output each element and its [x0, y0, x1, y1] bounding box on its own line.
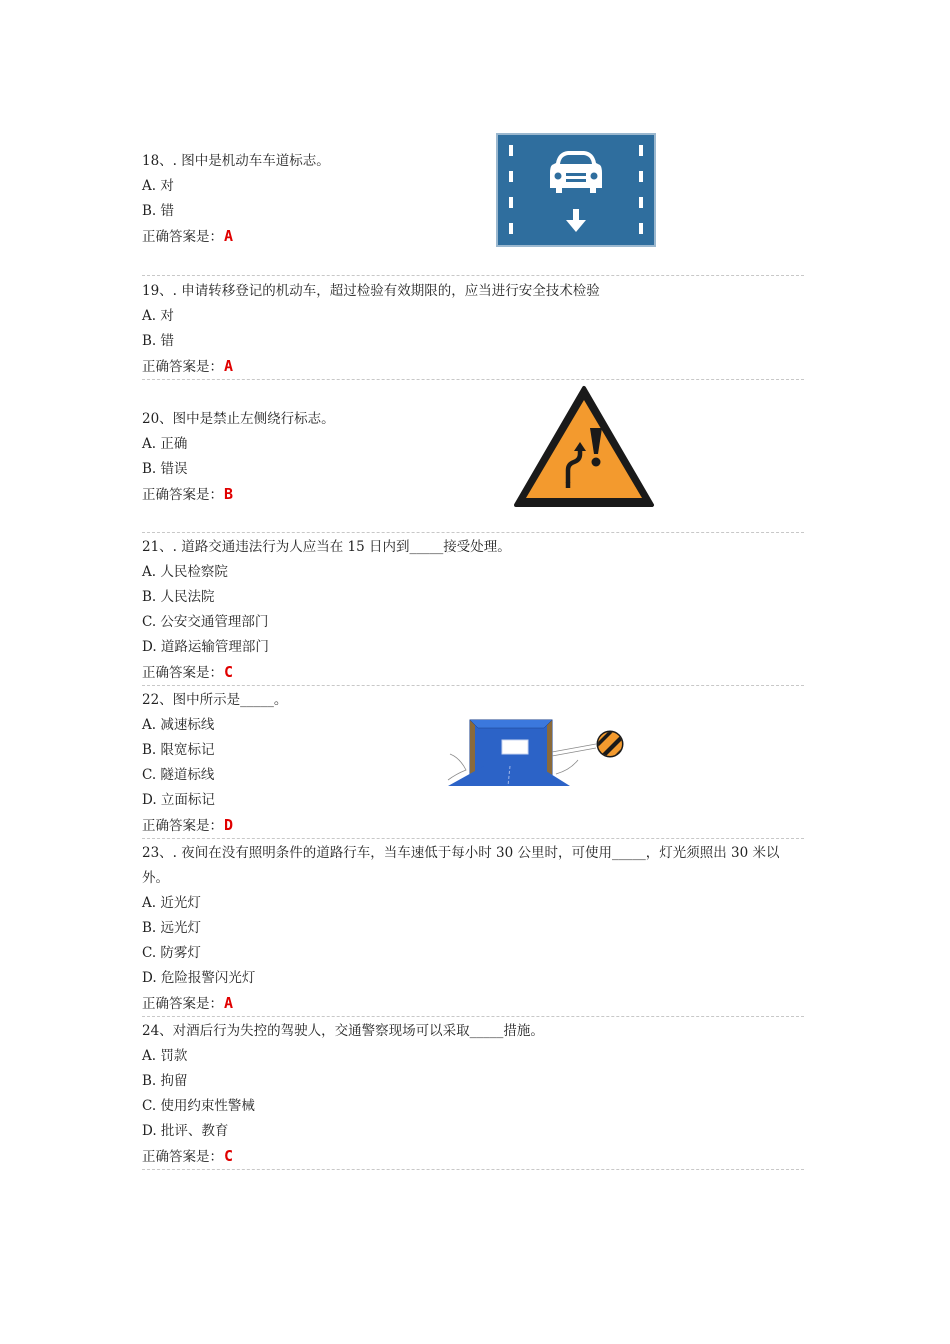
question-18: [142, 152, 804, 252]
question-text: 19、. 申请转移登记的机动车，超过检验有效期限的，应当进行安全技术检验: [142, 283, 600, 299]
answer-line: [142, 1147, 233, 1166]
answer-label: 正确答案是：: [142, 665, 223, 681]
question-19: [142, 282, 804, 382]
option-a: A. 对: [142, 178, 174, 194]
question-text: 18、. 图中是机动车车道标志。: [142, 153, 330, 169]
option-a: A. 罚款: [142, 1048, 188, 1064]
question-21: [142, 538, 804, 688]
question-text: 20、图中是禁止左侧绕行标志。: [142, 411, 335, 427]
answer-line: [142, 485, 233, 504]
answer-value: A: [224, 357, 234, 375]
warning-sign-triangle: [512, 384, 656, 510]
answer-value: A: [224, 227, 234, 245]
option-a: A. 人民检察院: [142, 564, 228, 580]
option-a: A. 减速标线: [142, 717, 215, 733]
question-text: 22、图中所示是_____。: [142, 692, 288, 708]
answer-label: 正确答案是：: [142, 818, 223, 834]
question-24: [142, 1022, 804, 1172]
question-text: 23、. 夜间在没有照明条件的道路行车，当车速低于每小时 30 公里时，可使用_____，灯光须照出 30 米以: [142, 845, 780, 861]
option-d: D. 危险报警闪光灯: [142, 970, 256, 986]
question-20: [142, 410, 804, 510]
answer-label: 正确答案是：: [142, 996, 223, 1012]
option-b: B. 拘留: [142, 1073, 188, 1089]
option-c: C. 使用约束性警械: [142, 1098, 255, 1114]
separator: [142, 838, 804, 839]
answer-label: 正确答案是：: [142, 229, 223, 245]
motor-vehicle-lane-sign: [496, 133, 656, 247]
separator: [142, 532, 804, 533]
option-a: A. 近光灯: [142, 895, 201, 911]
answer-line: [142, 663, 233, 682]
question-text-continued: 外。: [142, 870, 169, 886]
tunnel-facade-marking: [446, 714, 628, 788]
answer-line: [142, 816, 233, 835]
option-c: C. 隧道标线: [142, 767, 215, 783]
question-23: [142, 844, 804, 1019]
answer-label: 正确答案是：: [142, 487, 223, 503]
separator: [142, 275, 804, 276]
option-d: D. 批评、教育: [142, 1123, 229, 1139]
separator: [142, 685, 804, 686]
option-d: D. 道路运输管理部门: [142, 639, 269, 655]
option-b: B. 限宽标记: [142, 742, 215, 758]
option-d: D. 立面标记: [142, 792, 215, 808]
answer-value: C: [224, 663, 234, 681]
option-c: C. 防雾灯: [142, 945, 201, 961]
answer-label: 正确答案是：: [142, 1149, 223, 1165]
option-b: B. 错误: [142, 461, 188, 477]
question-text: 21、. 道路交通违法行为人应当在 15 日内到_____接受处理。: [142, 539, 511, 555]
separator: [142, 1169, 804, 1170]
answer-line: [142, 227, 233, 246]
separator: [142, 379, 804, 380]
answer-line: [142, 994, 233, 1013]
option-b: B. 人民法院: [142, 589, 215, 605]
answer-value: A: [224, 994, 234, 1012]
option-a: A. 对: [142, 308, 174, 324]
answer-line: [142, 357, 233, 376]
answer-value: C: [224, 1147, 234, 1165]
option-b: B. 错: [142, 333, 175, 349]
option-b: B. 错: [142, 203, 175, 219]
question-text: 24、对酒后行为失控的驾驶人，交通警察现场可以采取_____措施。: [142, 1023, 544, 1039]
option-b: B. 远光灯: [142, 920, 202, 936]
option-a: A. 正确: [142, 436, 188, 452]
answer-value: B: [224, 485, 234, 503]
separator: [142, 1016, 804, 1017]
option-c: C. 公安交通管理部门: [142, 614, 269, 630]
answer-label: 正确答案是：: [142, 359, 223, 375]
answer-value: D: [224, 816, 234, 834]
